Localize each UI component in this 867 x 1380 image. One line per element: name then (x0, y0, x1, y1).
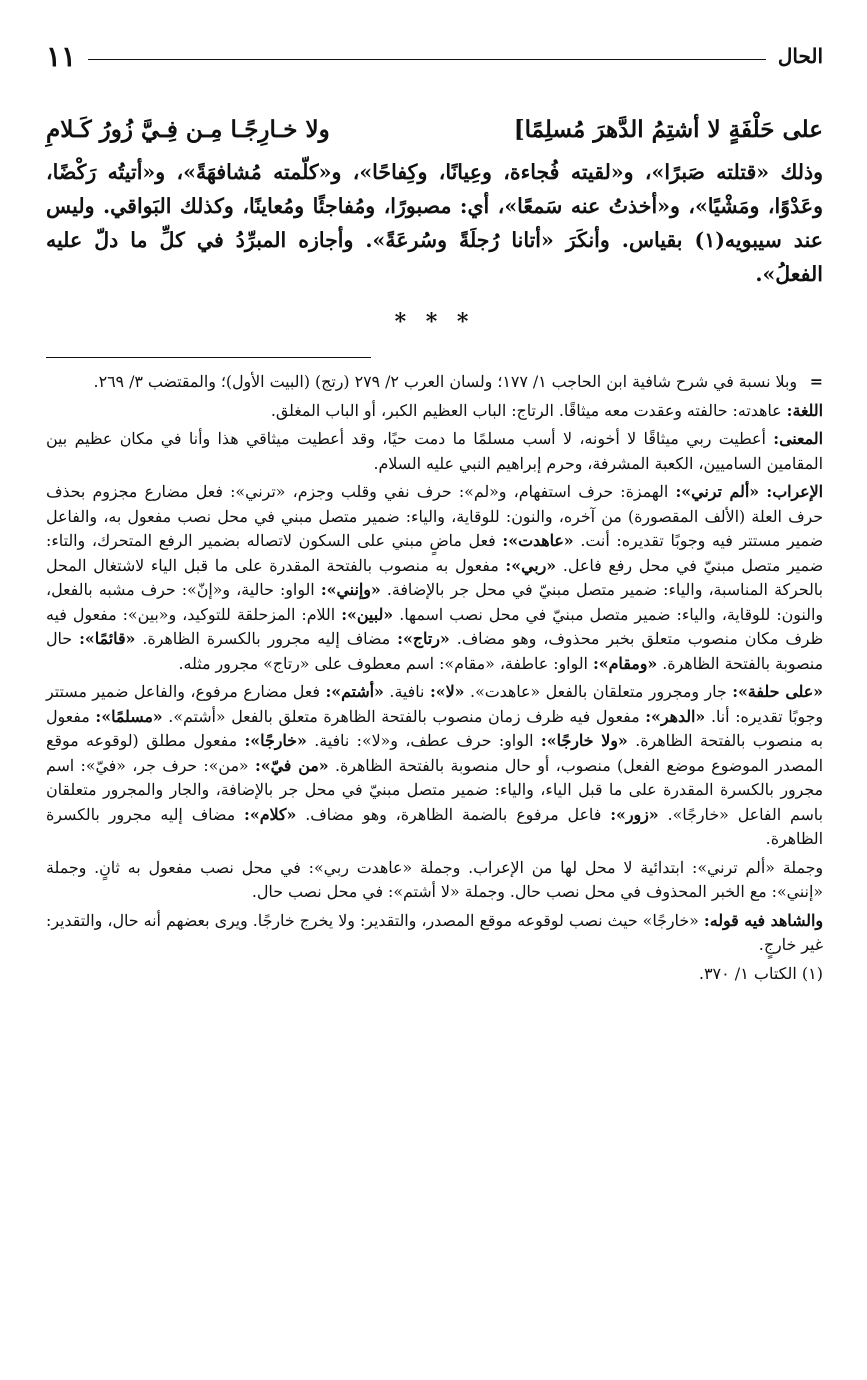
irab-gloss: جار ومجرور متعلقان بالفعل «عاهدت». (464, 682, 733, 701)
page-number: ١١ (46, 39, 77, 73)
irab-term: «لبين»: (341, 604, 394, 624)
shahid-note (46, 909, 823, 958)
irab-term: «من فيّ»: (254, 755, 329, 775)
maana-note (46, 427, 823, 476)
lugha-label: اللغة: (786, 400, 823, 420)
irab-gloss: فعل ماضٍ مبني على السكون لاتصاله بضمير الرفع المتحرك، والتاء: ضمير متصل مبنيّ في محل رفع فاعل. (46, 531, 823, 575)
shahid-text: «خارجًا» حيث نصب لوقوعه موقع المصدر، والتقدير: ولا يخرج خارجًا. ويرى بعضهم أنه حال، والتقدير: غير خارجٍ. (46, 910, 823, 954)
running-title: الحال (777, 44, 823, 68)
irab-gloss: اللام: المزحلقة للتوكيد، و«بين»: مفعول فيه ظرف مكان منصوب متعلق بخبر محذوف، وهو مضاف. (46, 604, 824, 648)
irab-gloss: حال منصوبة بالفتحة الظاهرة. (46, 629, 823, 673)
irab-gloss: مفعول به منصوب بالفتحة المقدرة على ما قبل الياء لاشتغال المحل بالحركة المناسبة، والياء: ضمير متصل مبنيّ في محل جر بالإضافة. (46, 555, 823, 599)
maana-text: أعطيت ربي ميثاقًا لا أخونه، لا أسب مسلمًا ما دمت حيًا، وقد أعطيت ميثاقي هذا وأنا في مكان عظيم بين المقامين الساميين، الكعبة المشرفة، وحرم إبراهيم النبي عليه السلام. (46, 429, 823, 473)
irab-gloss: الهمزة: حرف استفهام، و«لم»: حرف نفي وقلب وجزم، «ترني»: فعل مضارع مجزوم بحذف حرف العلة (الألف المقصورة) من آخره، والنون: للوقاية، والياء: ضمير متصل مبني في محل نصب مفعول به، والفاعل ضمير مستتر فيه وجوبًا تقديره: أنت. (46, 482, 823, 550)
irab-gloss: مفعول مطلق (لوقوعه موقع المصدر الموضوع موضع الفعل) منصوب، أو حال منصوبة بالفتحة الظاهرة. (46, 731, 823, 775)
irab-term: «ومقام»: (592, 653, 658, 673)
irab-term: «أشتم»: (325, 682, 384, 701)
main-paragraph: وذلك «قتلته صَبرًا»، و«لقيته فُجاءة، وعِيانًا، وكِفاحًا»، و«كلّمته مُشافهَةً»، و«أتيتُه رَكْضًا، وعَدْوًا، ومَشْيًا»، و«أخذتُ عنه سَمعًا»، أي: مصبورًا، ومُفاجئًا ومُعاينًا، وكذلك البَواقي. وليس عند سيبويه(١) بقياس. وأنكَرَ «أتانا رُجلَةً وسُرعَةً». وأجازه المبرِّدُ في كلِّ ما دلّ عليه الفعلُ». (46, 160, 823, 286)
irab-term: «الدهر»: (645, 706, 706, 726)
irab-gloss: فاعل مرفوع بالضمة الظاهرة، وهو مضاف. (296, 804, 611, 824)
continuation-text: وبلا نسبة في شرح شافية ابن الحاجب ١/ ١٧٧؛ ولسان العرب ٢/ ٢٧٩ (رتج) (البيت الأول)؛ والمقتضب ٣/ ٢٦٩. (93, 372, 797, 391)
irab-term: «ألم ترني»: (675, 482, 760, 501)
lugha-text: عاهدته: حالفته وعقدت معه ميثاقًا. الرتاج: الباب العظيم الكبر، أو الباب المغلق. (270, 400, 787, 420)
irab-gloss: الواو: حرف عطف، و«لا»: نافية. (306, 731, 541, 750)
irab-note-2 (46, 680, 823, 852)
irab-term: «ولا خارجًا»: (540, 731, 628, 750)
irab-term: «زور»: (610, 804, 659, 824)
verse-hemistich-2: ولا خـارِجًـا مِـن فِـيَّ زُورُ كَـلامِ (46, 116, 330, 143)
irab-gloss: مفعول فيه ظرف زمان منصوب بالفتحة الظاهرة متعلق بالفعل «أشتم». (162, 706, 646, 726)
irab-gloss: الواو: حالية، و«إنّ»: حرف مشبه بالفعل، والنون: للوقاية، والياء: ضمير متصل مبنيّ في محل نصب اسمها. (46, 580, 823, 624)
irab-body (46, 482, 823, 673)
footnote-marker: (١) (801, 963, 823, 983)
irab-label: الإعراب: (766, 482, 824, 501)
poem-verse (46, 116, 823, 143)
footnotes (46, 370, 823, 986)
irab-gloss: نافية. (383, 682, 430, 701)
maana-label: المعنى: (773, 429, 823, 448)
jumal-note: وجملة «ألم ترني»: ابتدائية لا محل لها من الإعراب. وجملة «عاهدت ربي»: في محل نصب مفعول به ثانٍ. وجملة «إنني»: مع الخبر المحذوف في محل نصب حال. وجملة «لا أشتم»: في محل نصب حال. (46, 857, 823, 901)
irab-term: «عاهدت»: (502, 531, 574, 550)
footnote-rule (46, 357, 371, 358)
irab-note (46, 480, 823, 676)
irab-term: «مسلمًا»: (95, 706, 163, 726)
irab-gloss: الواو: عاطفة، «مقام»: اسم معطوف على «رتاج» مجرور مثله. (178, 653, 593, 673)
verse-hemistich-1: على حَلْفَةٍ لا أشتِمُ الدَّهرَ مُسلِمًا] (513, 116, 823, 143)
continuation-mark: = (809, 372, 823, 391)
section-separator: * * * (394, 309, 475, 335)
irab-gloss: فعل مضارع مرفوع، والفاعل ضمير مستتر وجوبًا تقديره: أنا. (46, 682, 824, 726)
page-header (46, 34, 823, 78)
irab-gloss: مضاف إليه مجرور بالكسرة الظاهرة. (135, 629, 398, 648)
header-rule (88, 59, 766, 60)
footnote-continuation (46, 370, 823, 395)
irab-term: «قائمًا»: (79, 629, 136, 648)
irab-gloss: مضاف إليه مجرور بالكسرة الظاهرة. (46, 804, 823, 848)
irab-term: «خارجًا»: (244, 731, 307, 750)
irab-term: «كلام»: (244, 804, 297, 824)
footnote-text: الكتاب ١/ ٣٧٠. (698, 963, 797, 983)
irab-gloss: «من»: حرف جر، «فيّ»: اسم مجرور بالكسرة المقدرة على ما قبل الياء، والياء: ضمير متصل مبنيّ في محل جر بالإضافة، والجار والمجرور متعلقان باسم الفاعل «خارجًا». (46, 755, 823, 824)
irab-term: «وإنني»: (320, 580, 381, 599)
lugha-note (46, 399, 823, 424)
irab-gloss: مفعول به منصوب بالفتحة الظاهرة. (46, 706, 823, 750)
shahid-label: والشاهد فيه قوله: (703, 910, 823, 930)
irab-term: «ربي»: (505, 555, 557, 575)
irab-term: «لا»: (429, 682, 465, 701)
irab-term: «على حلفة»: (732, 682, 824, 701)
footnote-1 (46, 962, 823, 987)
irab-term: «رتاج»: (397, 629, 450, 648)
